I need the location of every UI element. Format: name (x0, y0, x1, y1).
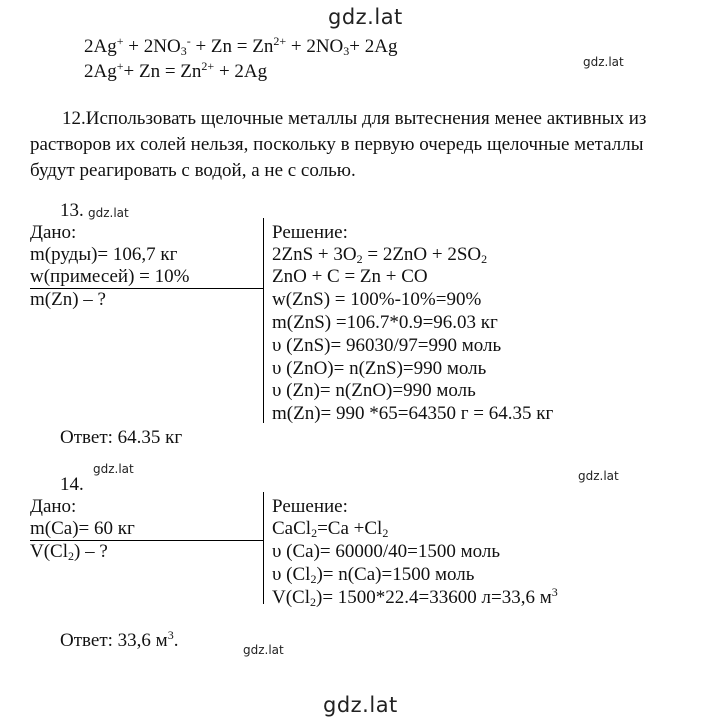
p14-solution-step: CaCl$_2$=Ca $+Cl_2$ (272, 518, 389, 540)
p13-given-item: w(примесей) = 10% (30, 266, 190, 287)
p14-given-item: m(Ca)= 60 кг (30, 518, 135, 539)
watermark-p13: gdz.lat (88, 206, 129, 220)
p13-given-item: m(руды)= 106,7 кг (30, 244, 178, 265)
p13-solution-step: υ (Zn)= n(ZnO)=990 моль (272, 380, 476, 401)
p14-solution-title: Решение: (272, 496, 348, 517)
p14-given-title: Дано: (30, 496, 77, 517)
problem-14-number: 14. (60, 474, 84, 495)
watermark-bottom-small: gdz.lat (243, 643, 284, 657)
watermark-bottom: gdz.lat (323, 693, 398, 717)
p13-given-title: Дано: (30, 222, 77, 243)
watermark-right-1: gdz.lat (583, 55, 624, 69)
watermark-p14: gdz.lat (93, 462, 134, 476)
p13-solution-step: $2ZnS + 3O_2 = 2ZnO + 2SO_2$ (272, 244, 488, 266)
ionic-equation-full: $2Ag^+ + 2NO_3^- + Zn = Zn^{2+} + 2NO_3+ 2Ag$ (84, 34, 398, 58)
p13-vertical-divider (263, 218, 264, 423)
p13-solution-step: w(ZnS) = 100%-10%=90% (272, 289, 482, 310)
p13-solution-title: Решение: (272, 222, 348, 243)
answer-12-line: 12.Использовать щелочные металлы для вытеснения менее активных из (62, 108, 647, 129)
watermark-right-2: gdz.lat (578, 469, 619, 483)
p13-solution-step: m(Zn)= 990 *65=64350 г = 64.35 кг (272, 403, 554, 424)
p13-find: m(Zn) – ? (30, 289, 106, 310)
problem-13-number: 13. (60, 200, 84, 221)
p13-solution-step: υ (ZnO)= n(ZnS)=990 моль (272, 358, 487, 379)
p14-vertical-divider (263, 492, 264, 604)
p13-solution-step: υ (ZnS)= 96030/97=990 моль (272, 335, 502, 356)
answer-12-line: будут реагировать с водой, а не с солью. (30, 160, 356, 181)
p13-solution-step: ZnO + C = Zn + CO (272, 266, 428, 287)
answer-12-line: растворов их солей нельзя, поскольку в первую очередь щелочные металлы (30, 134, 644, 155)
p14-find: $V(Cl_2)$ – ? (30, 541, 108, 563)
ionic-equation-short: $2Ag^++ Zn = Zn^{2+} + 2Ag$ (84, 59, 268, 82)
p14-solution-step: υ $(Cl_2)= n(Ca)=1500$ моль (272, 564, 475, 586)
watermark-top: gdz.lat (328, 5, 403, 29)
p13-solution-step: m(ZnS) =106.7*0.9=96.03 кг (272, 312, 498, 333)
p13-answer: Ответ: 64.35 кг (60, 427, 183, 448)
p14-solution-step: $V(Cl_2)= 1500*22.4=33600$ л=33,6 $м^3$ (272, 585, 558, 609)
p14-answer: Ответ: 33,6 $м^3$. (60, 628, 179, 651)
answer-12-paragraph (30, 106, 720, 184)
p14-solution-step: υ (Ca)= 60000/40=1500 моль (272, 541, 501, 562)
